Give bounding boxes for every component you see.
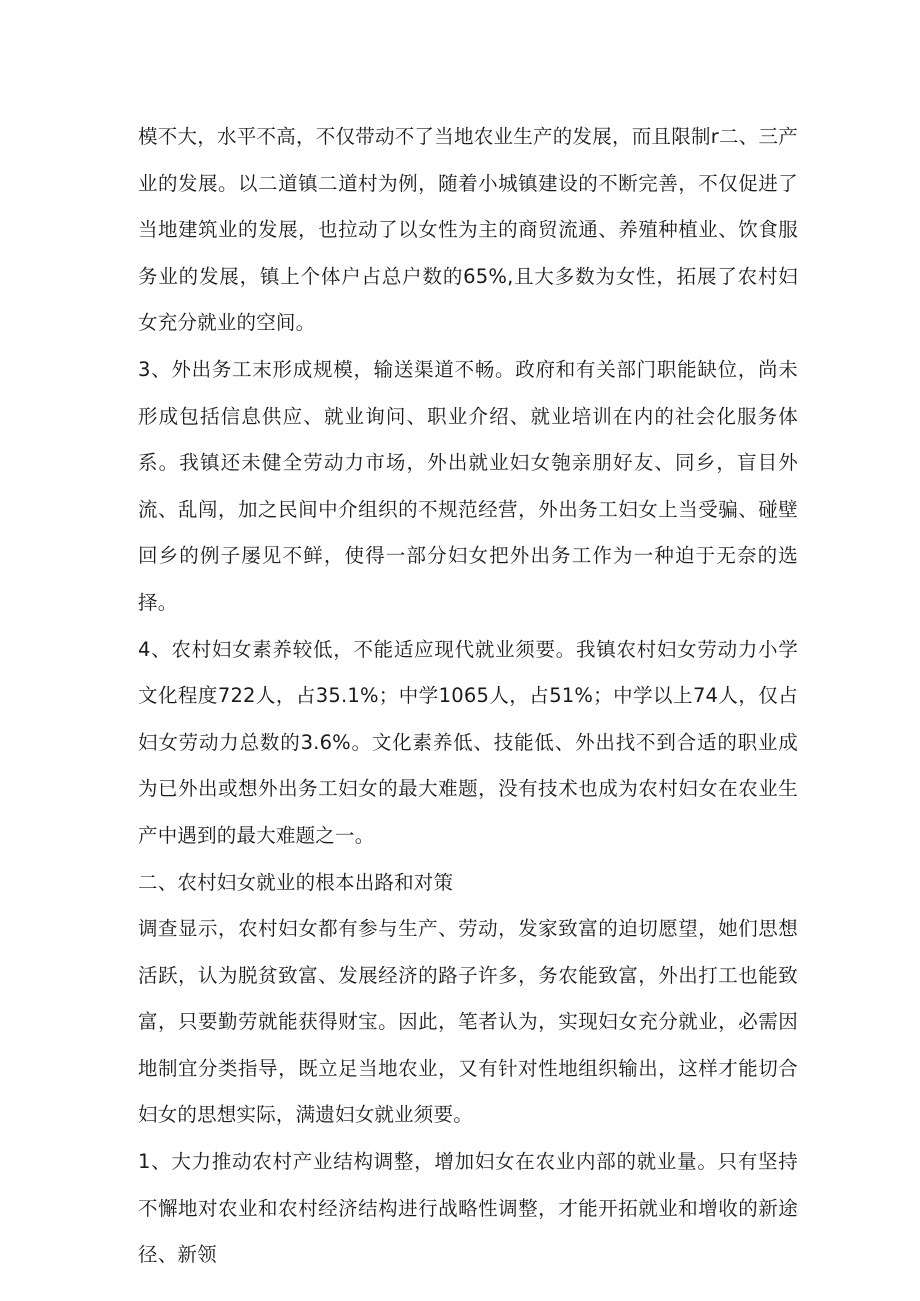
paragraph-continuation: 模不大，水平不高，不仅带动不了当地农业生产的发展，而且限制r二、三产业的发展。以二道镇二道村为例，随着小城镇建设的不断完善，不仅促进了当地建筑业的发展，也拉动了以女性为主的商贸流通、养殖种植业、饮食服务业的发展，镇上个体户占总户数的65%,且大多数为女性，拓展了农村妇女充分就业的空间。 — [138, 125, 798, 335]
paragraph-point-3: 3、外出务工末形成规模，输送渠道不畅。政府和有关部门职能缺位，尚未形成包括信息供应、就业询问、职业介绍、就业培训在内的社会化服务体系。我镇还未健全劳动力市场，外出就业妇女匏亲朋好友、同乡，盲目外流、乱闯，加之民间中介组织的不规范经营，外出务工妇女上当受骗、碰壁回乡的例子屡见不鲜，使得一部分妇女把外出务工作为一种迫于无奈的选择。 — [138, 357, 798, 614]
paragraph-point-1: 1、大力推动农村产业结构调整，增加妇女在农业内部的就业量。只有坚持不懈地对农业和农村经济结构进行战略性调整，才能开拓就业和增收的新途径、新领 — [138, 1150, 798, 1267]
document-page — [138, 114, 798, 1279]
paragraph-point-4: 4、农村妇女素养较低，不能适应现代就业须要。我镇农村妇女劳动力小学文化程度722人，占35.1%；中学1065人，占51%；中学以上74人，仅占妇女劳动力总数的3.6%。文化素养低、技能低、外出找不到合适的职业成为已外出或想外出务工妇女的最大难题，没有技术也成为农村妇女在农业生产中遇到的最大难题之一。 — [138, 637, 798, 847]
section-heading: 二、农村妇女就业的根本出路和对策 — [138, 870, 454, 894]
paragraph-survey: 调查显示，农村妇女都有参与生产、劳动，发家致富的迫切愿望，她们思想活跃，认为脱贫致富、发展经济的路子许多，务农能致富，外出打工也能致富，只要勤劳就能获得财宝。因此，笔者认为，实现妇女充分就业，必需因地制宜分类指导，既立足当地农业，又有针对性地组织输出，这样才能切合妇女的思想实际，满遗妇女就业须要。 — [138, 917, 798, 1127]
